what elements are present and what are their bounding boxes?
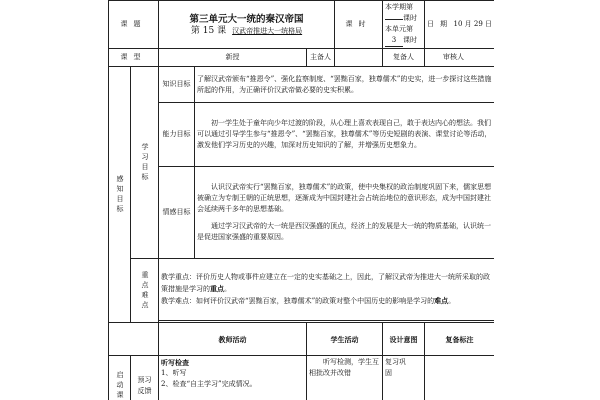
key-points-row	[109, 259, 495, 321]
type-value: 新授	[159, 49, 307, 67]
study-goal-label: 学习目标	[131, 67, 159, 259]
teacher-activity-header: 教师活动	[159, 323, 307, 356]
design-intent-header: 设计意图	[383, 323, 425, 356]
period-total: 本学期第课时	[385, 3, 418, 22]
auditor-label: 审核人	[443, 53, 465, 61]
date-cell	[425, 1, 494, 49]
emotion-label: 情感目标	[159, 167, 195, 259]
period-label: 课时	[335, 1, 383, 49]
reviewer-label: 复备人	[383, 49, 425, 67]
activity-header-row	[109, 323, 495, 356]
activity-row	[109, 356, 495, 400]
activity-step-2: 2、检查“自主学习”完成情况。	[161, 380, 257, 388]
difficult-point: 教学难点：如何评价汉武帝“罢黜百家，独尊儒术”的政策对整个中国历史的影响是学习的难点。	[161, 296, 456, 305]
review-notes-cell	[425, 356, 494, 400]
emotion-row	[109, 167, 495, 259]
design-intent-cell: 复习巩固	[383, 356, 425, 400]
period-unit: 本单元第3 课时	[385, 24, 422, 47]
topic-label: 课题	[109, 1, 159, 49]
meta-row	[109, 49, 495, 67]
lesson-plan-table	[108, 0, 494, 400]
lesson-plan-sheet	[108, 0, 494, 400]
preview-feedback-label: 预习反馈	[131, 356, 159, 400]
student-activity-header: 学生活动	[307, 323, 383, 356]
lesson-number: 第 15 课	[190, 25, 227, 36]
ability-row	[109, 103, 495, 167]
ability-label: 能力目标	[159, 103, 195, 167]
lesson-line	[161, 26, 332, 37]
period-cell	[383, 1, 425, 49]
teacher-activity-cell	[159, 356, 307, 400]
key-points-text	[159, 259, 494, 321]
date-label: 日期	[427, 20, 454, 28]
reviewer-auditor-cell	[425, 49, 494, 67]
objective-group-label: 感知目标	[109, 67, 131, 323]
student-activity-cell: 听写检测，学生互相批改并改错	[307, 356, 383, 400]
key-points-label: 重点难点	[131, 259, 159, 323]
topic-cell	[159, 1, 335, 49]
lesson-name: 汉武帝推进大一统格局	[232, 26, 303, 35]
stage-label: 启动课	[109, 356, 131, 400]
emotion-text: 认识汉武帝实行“罢黜百家，独尊儒术”的政策，使中央集权的政治制度巩固下来，儒家思想被确立为专制王朝的正统思想，逐渐成为中国封建社会占统治地位的意识形态，成为中国封建社会延续两千多年的思想基础。 通过学习汉武帝的大一统是西汉强盛的顶点，经济上的发展是大一统的物质基础，认识统一是促进国家强盛的重要原因。	[195, 167, 494, 259]
header-row	[109, 1, 495, 49]
type-label: 课型	[109, 49, 159, 67]
preparer-label: 主备人	[307, 49, 335, 67]
review-notes-header: 复备标注	[425, 323, 494, 356]
activity-title: 听写检查	[161, 358, 190, 367]
date-value: 10 月 29 日	[453, 20, 493, 28]
key-point: 教学重点：评价历史人物或事件应建立在一定的史实基础之上，因此，了解汉武帝为推进大一统所采取的政策措施是学习的重点。	[161, 273, 491, 293]
preparer-value	[335, 49, 383, 67]
knowledge-label: 知识目标	[159, 67, 195, 103]
knowledge-text: 了解汉武帝颁布“推恩令”、强化监察制度、“罢黜百家，独尊儒术”的史实，进一步探讨这些措施所起的作用，为正确评价汉武帝做必要的史实积累。	[195, 67, 494, 103]
unit-title: 第三单元大一统的秦汉帝国	[189, 13, 304, 25]
activity-step-1: 1、听写	[161, 369, 187, 377]
knowledge-row	[109, 67, 495, 103]
ability-text: 初一学生处于童年向少年过渡的阶段，从心理上喜欢表现自己，敢于表达内心的想法。我们可以通过引导学生参与“推恩令”、“罢黜百家，独尊儒术”等历史短剧的表演、课堂讨论等活动，激发他们学习历史的兴趣，加深对历史知识的了解，并增强历史想象力。	[195, 103, 494, 167]
